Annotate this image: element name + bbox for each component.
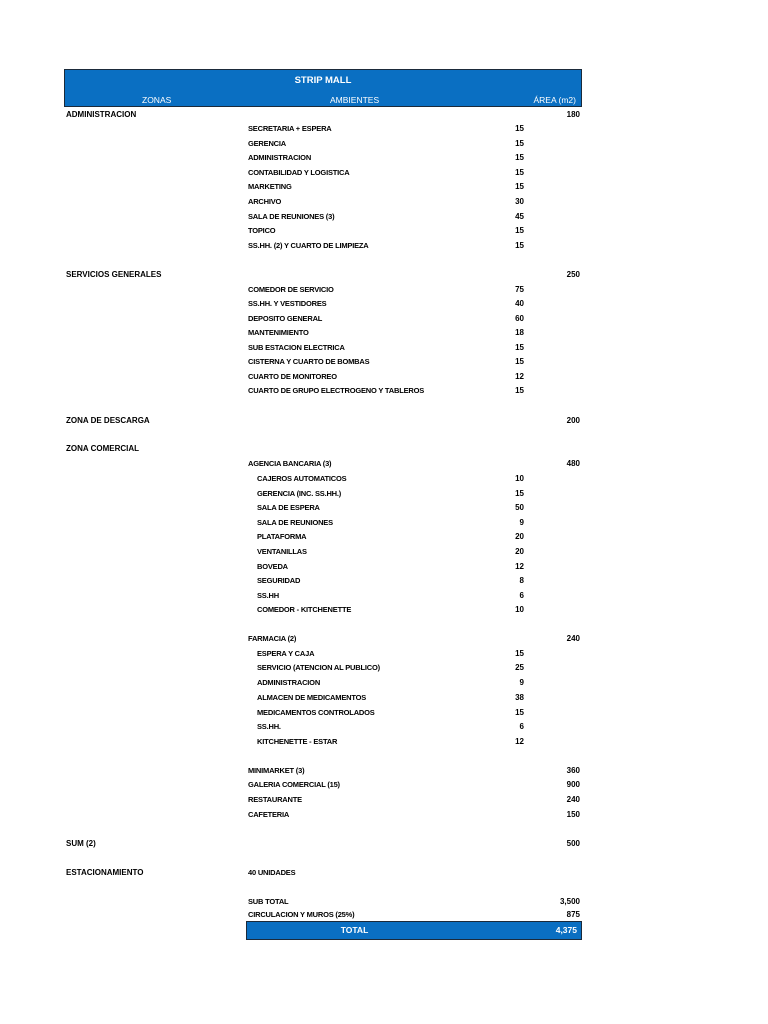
table-row xyxy=(0,632,768,646)
sub-ambiente-label: SS.HH. xyxy=(257,722,281,731)
table-row xyxy=(0,545,768,559)
ambiente-area: 8 xyxy=(519,576,524,585)
table-row xyxy=(0,137,768,151)
table-row xyxy=(0,210,768,224)
ambiente-label: ARCHIVO xyxy=(248,197,282,206)
zone-area: 900 xyxy=(566,780,580,789)
table-row xyxy=(0,647,768,661)
sub-ambiente-label: BOVEDA xyxy=(257,562,288,571)
table-row xyxy=(0,326,768,340)
ambiente-label: CUARTO DE GRUPO ELECTROGENO Y TABLEROS xyxy=(248,386,425,395)
ambiente-area: 15 xyxy=(515,168,524,177)
table-row xyxy=(0,764,768,778)
sub-ambiente-label: SERVICIO (ATENCION AL PUBLICO) xyxy=(257,663,380,672)
ambiente-label: SUB TOTAL xyxy=(248,897,289,906)
ambiente-area: 45 xyxy=(515,212,524,221)
ambiente-area: 18 xyxy=(515,328,524,337)
table-row xyxy=(0,720,768,734)
zone-label: ADMINISTRACION xyxy=(66,110,137,119)
ambiente-area: 9 xyxy=(519,518,524,527)
zone-area: 875 xyxy=(566,910,580,919)
zone-label: SERVICIOS GENERALES xyxy=(66,270,162,279)
table-row xyxy=(0,661,768,675)
zone-area: 200 xyxy=(566,416,580,425)
total-label: TOTAL xyxy=(340,925,369,935)
table-row xyxy=(0,589,768,603)
table-row xyxy=(0,735,768,749)
ambiente-area: 15 xyxy=(515,139,524,148)
table-row xyxy=(0,122,768,136)
ambiente-area: 15 xyxy=(515,182,524,191)
zone-label: ZONA DE DESCARGA xyxy=(66,416,150,425)
sub-ambiente-label: VENTANILLAS xyxy=(257,547,307,556)
ambiente-label: CAFETERIA xyxy=(248,810,290,819)
column-header-zonas: ZONAS xyxy=(142,95,172,105)
table-row xyxy=(0,297,768,311)
ambiente-area: 12 xyxy=(515,372,524,381)
ambiente-label: FARMACIA (2) xyxy=(248,634,297,643)
ambiente-area: 25 xyxy=(515,663,524,672)
table-row xyxy=(0,516,768,530)
ambiente-label: TOPICO xyxy=(248,226,276,235)
table-row xyxy=(0,370,768,384)
sub-ambiente-label: SALA DE REUNIONES xyxy=(257,518,333,527)
zone-label: SUM (2) xyxy=(66,839,96,848)
zone-area: 240 xyxy=(566,634,580,643)
sub-ambiente-label: ALMACEN DE MEDICAMENTOS xyxy=(257,693,367,702)
ambiente-label: AGENCIA BANCARIA (3) xyxy=(248,459,332,468)
ambiente-area: 10 xyxy=(515,474,524,483)
table-row xyxy=(0,268,768,282)
ambiente-area: 9 xyxy=(519,678,524,687)
sub-ambiente-label: CAJEROS AUTOMATICOS xyxy=(257,474,347,483)
total-value: 4,375 xyxy=(555,925,577,935)
table-row xyxy=(0,706,768,720)
sub-ambiente-label: KITCHENETTE - ESTAR xyxy=(257,737,338,746)
zone-area: 500 xyxy=(566,839,580,848)
table-title: STRIP MALL xyxy=(294,75,352,86)
table-row xyxy=(0,866,768,880)
ambiente-area: 15 xyxy=(515,708,524,717)
sub-ambiente-label: PLATAFORMA xyxy=(257,532,307,541)
ambiente-label: SS.HH. Y VESTIDORES xyxy=(248,299,327,308)
ambiente-area: 15 xyxy=(515,649,524,658)
ambiente-area: 15 xyxy=(515,226,524,235)
ambiente-area: 15 xyxy=(515,153,524,162)
ambiente-label: SUB ESTACION ELECTRICA xyxy=(248,343,345,352)
zone-area: 360 xyxy=(566,766,580,775)
ambiente-label: CISTERNA Y CUARTO DE BOMBAS xyxy=(248,357,370,366)
sub-ambiente-label: SS.HH xyxy=(257,591,279,600)
ambiente-label: GALERIA COMERCIAL (15) xyxy=(248,780,340,789)
sub-ambiente-label: MEDICAMENTOS CONTROLADOS xyxy=(257,708,375,717)
ambiente-label: MARKETING xyxy=(248,182,292,191)
ambiente-area: 15 xyxy=(515,124,524,133)
table-row xyxy=(0,151,768,165)
ambiente-label: RESTAURANTE xyxy=(248,795,302,804)
ambiente-area: 12 xyxy=(515,737,524,746)
table-row xyxy=(0,457,768,471)
ambiente-area: 15 xyxy=(515,241,524,250)
ambiente-label: CIRCULACION Y MUROS (25%) xyxy=(248,910,355,919)
table-row xyxy=(0,603,768,617)
ambiente-area: 15 xyxy=(515,343,524,352)
ambiente-area: 6 xyxy=(519,722,524,731)
ambiente-area: 15 xyxy=(515,357,524,366)
ambiente-label: SALA DE REUNIONES (3) xyxy=(248,212,335,221)
table-row xyxy=(0,691,768,705)
table-row xyxy=(0,195,768,209)
ambiente-label: GERENCIA xyxy=(248,139,286,148)
ambiente-area: 38 xyxy=(515,693,524,702)
ambiente-label: CONTABILIDAD Y LOGISTICA xyxy=(248,168,350,177)
ambiente-area: 40 xyxy=(515,299,524,308)
ambiente-area: 20 xyxy=(515,547,524,556)
sub-ambiente-label: ADMINISTRACION xyxy=(257,678,321,687)
table-row xyxy=(0,239,768,253)
table-row xyxy=(0,837,768,851)
table-row xyxy=(0,283,768,297)
table-row xyxy=(0,895,768,909)
table-header xyxy=(64,69,582,107)
ambiente-label: ADMINISTRACION xyxy=(248,153,312,162)
table-row xyxy=(0,808,768,822)
ambiente-label: 40 UNIDADES xyxy=(248,868,296,877)
table-row xyxy=(0,501,768,515)
zone-area: 480 xyxy=(566,459,580,468)
zone-label: ESTACIONAMIENTO xyxy=(66,868,144,877)
sub-ambiente-label: GERENCIA (INC. SS.HH.) xyxy=(257,489,342,498)
table-row xyxy=(0,180,768,194)
ambiente-area: 6 xyxy=(519,591,524,600)
ambiente-label: MANTENIMIENTO xyxy=(248,328,309,337)
table-row xyxy=(0,908,768,922)
ambiente-area: 15 xyxy=(515,386,524,395)
ambiente-area: 12 xyxy=(515,562,524,571)
ambiente-label: CUARTO DE MONITOREO xyxy=(248,372,337,381)
table-row xyxy=(0,355,768,369)
table-row xyxy=(0,560,768,574)
ambiente-area: 15 xyxy=(515,489,524,498)
ambiente-label: COMEDOR DE SERVICIO xyxy=(248,285,334,294)
table-row xyxy=(0,414,768,428)
ambiente-area: 30 xyxy=(515,197,524,206)
column-header-ambientes: AMBIENTES xyxy=(330,95,380,105)
zone-area: 250 xyxy=(566,270,580,279)
ambiente-label: DEPOSITO GENERAL xyxy=(248,314,323,323)
zone-area: 3,500 xyxy=(559,897,580,906)
ambiente-area: 50 xyxy=(515,503,524,512)
zone-label: ZONA COMERCIAL xyxy=(66,444,140,453)
table-row xyxy=(0,676,768,690)
zone-area: 150 xyxy=(566,810,580,819)
ambiente-label: MINIMARKET (3) xyxy=(248,766,305,775)
table-row xyxy=(0,108,768,122)
table-row xyxy=(0,574,768,588)
table-row xyxy=(0,530,768,544)
sub-ambiente-label: COMEDOR - KITCHENETTE xyxy=(257,605,352,614)
table-row xyxy=(0,384,768,398)
table-row xyxy=(0,341,768,355)
table-row xyxy=(0,224,768,238)
total-row xyxy=(246,921,582,940)
ambiente-label: SECRETARIA + ESPERA xyxy=(248,124,332,133)
ambiente-area: 20 xyxy=(515,532,524,541)
table-row xyxy=(0,778,768,792)
ambiente-label: SS.HH. (2) Y CUARTO DE LIMPIEZA xyxy=(248,241,369,250)
sub-ambiente-label: SEGURIDAD xyxy=(257,576,301,585)
ambiente-area: 75 xyxy=(515,285,524,294)
column-header-area: ÁREA (m2) xyxy=(533,95,576,105)
table-row xyxy=(0,472,768,486)
ambiente-area: 10 xyxy=(515,605,524,614)
ambiente-area: 60 xyxy=(515,314,524,323)
table-row xyxy=(0,487,768,501)
table-row xyxy=(0,312,768,326)
zone-area: 240 xyxy=(566,795,580,804)
table-row xyxy=(0,793,768,807)
sub-ambiente-label: ESPERA Y CAJA xyxy=(257,649,315,658)
table-row xyxy=(0,442,768,456)
zone-area: 180 xyxy=(566,110,580,119)
sub-ambiente-label: SALA DE ESPERA xyxy=(257,503,320,512)
table-row xyxy=(0,166,768,180)
